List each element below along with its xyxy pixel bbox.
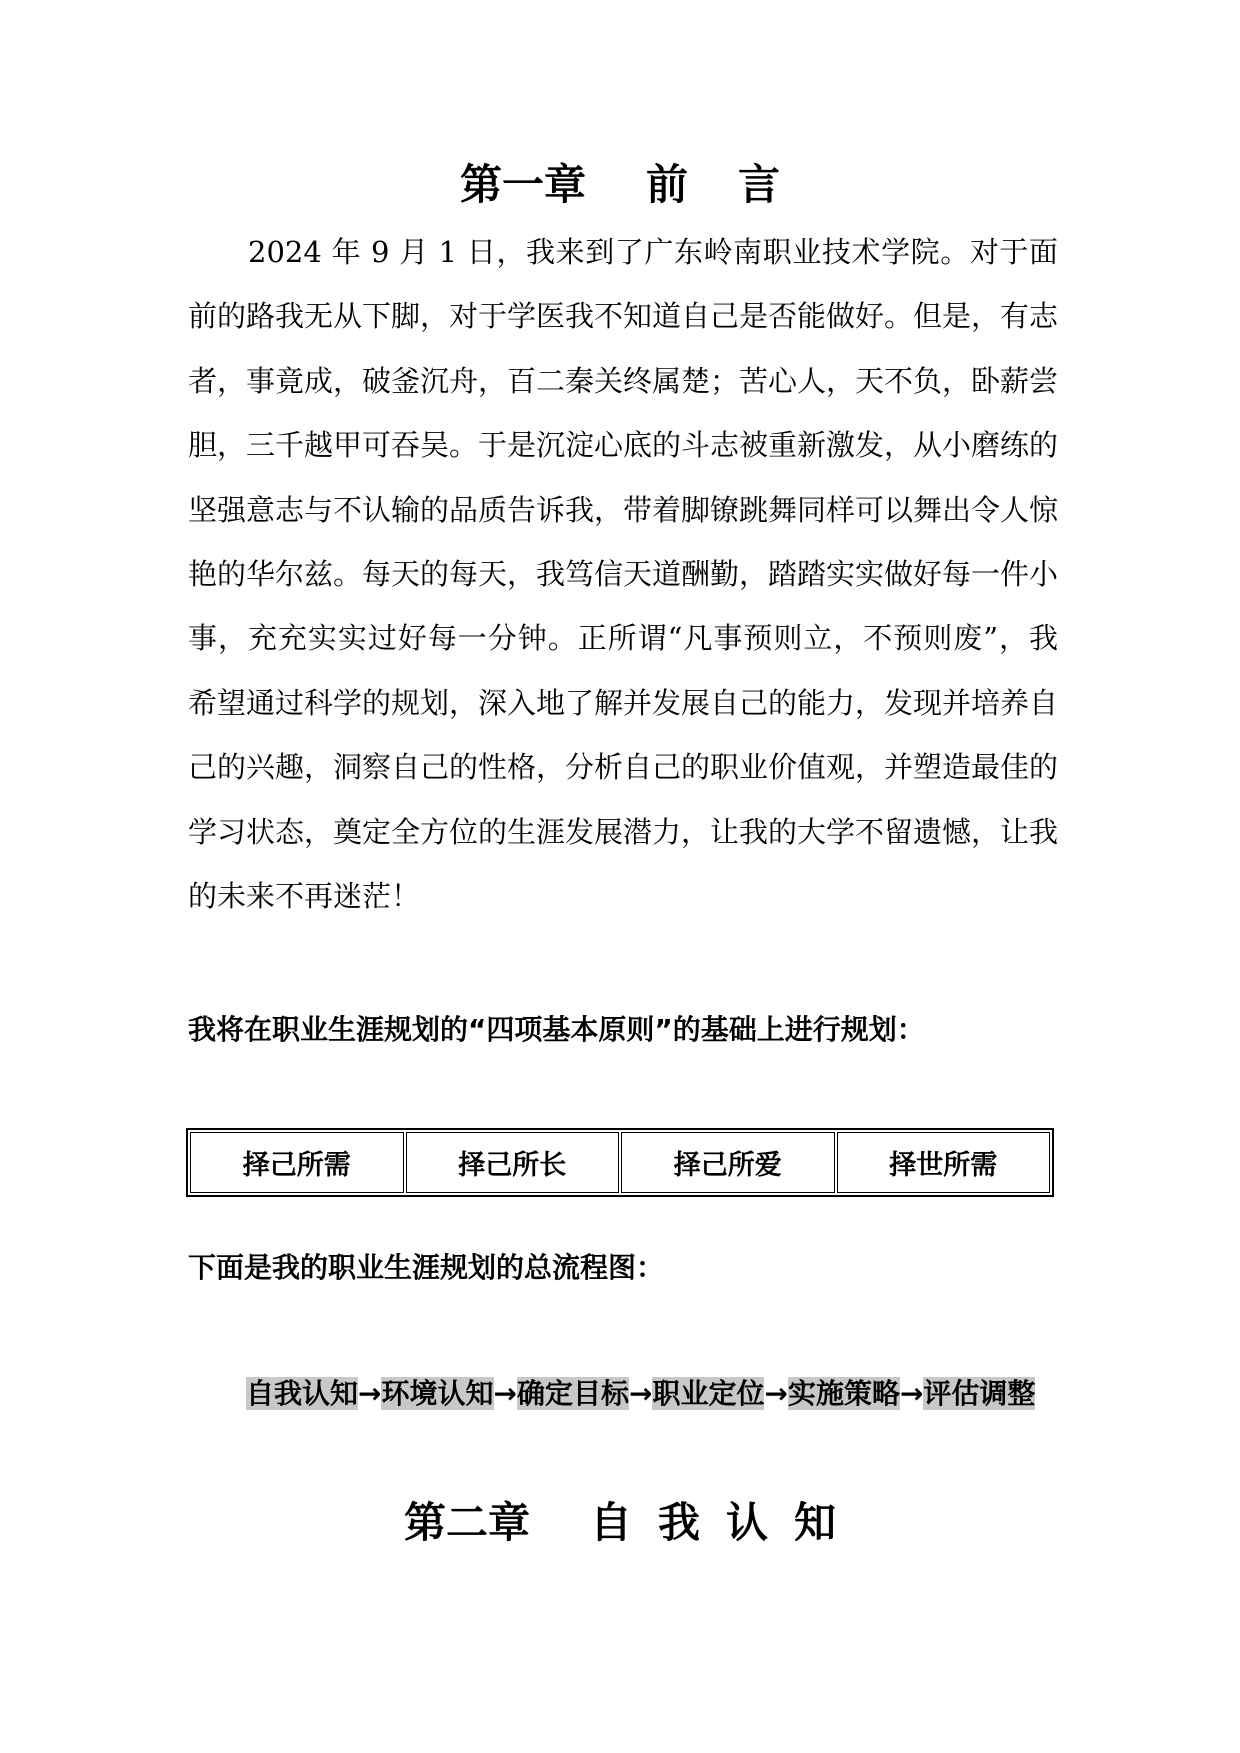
flow-arrow: →: [764, 1377, 788, 1410]
chapter-1-number: 第一章: [459, 160, 586, 209]
principle-cell: 择世所需: [837, 1132, 1051, 1193]
chapter-1-name: 前言: [646, 160, 831, 209]
principle-cell: 择己所长: [406, 1132, 620, 1193]
flow-chart: [188, 1362, 1058, 1426]
principle-cell: 择己所爱: [621, 1132, 835, 1193]
chapter-2-title: [0, 1493, 1240, 1553]
flow-step: 环境认知: [381, 1377, 494, 1410]
flow-step: 评估调整: [923, 1377, 1036, 1410]
flow-arrow: →: [628, 1377, 653, 1410]
flow-step: 实施策略: [787, 1377, 900, 1410]
chapter-2-number: 第二章: [403, 1498, 530, 1547]
principles-row: [190, 1132, 1050, 1193]
flow-step: 自我认知: [246, 1377, 359, 1410]
principles-label: 我将在职业生涯规划的“四项基本原则”的基础上进行规划：: [188, 1013, 925, 1046]
principles-table: [186, 1128, 1054, 1197]
flow-arrow: →: [493, 1377, 517, 1410]
chapter-1-title: [0, 155, 1240, 215]
flow-step: 确定目标: [516, 1377, 629, 1410]
principle-cell: 择己所需: [190, 1132, 404, 1193]
preface-paragraph: 2024 年 9 月 1 日，我来到了广东岭南职业技术学院。对于面前的路我无从下脚，对于学医我不知道自己是否能做好。但是，有志者，事竟成，破釜沉舟，百二秦关终属楚；苦心人，天不负，卧薪尝胆，三千越甲可吞吴。于是沉淀心底的斗志被重新激发，从小磨练的坚强意志与不认输的品质告诉我，带着脚镣跳舞同样可以舞出令人惊艳的华尔兹。每天的每天，我笃信天道酬勤，踏踏实实做好每一件小事，充充实实过好每一分钟。正所谓“凡事预则立，不预则废”，我希望通过科学的规划，深入地了解并发展自己的能力，发现并培养自己的兴趣，洞察自己的性格，分析自己的职业价值观，并塑造最佳的学习状态，奠定全方位的生涯发展潜力，让我的大学不留遗憾，让我的未来不再迷茫！: [188, 235, 1059, 914]
chapter-2-name: 自我认知: [590, 1498, 863, 1547]
flow-arrow: →: [899, 1377, 924, 1410]
flow-step: 职业定位: [652, 1377, 765, 1410]
flow-arrow: →: [358, 1377, 382, 1410]
flow-label: 下面是我的职业生涯规划的总流程图：: [188, 1251, 665, 1284]
